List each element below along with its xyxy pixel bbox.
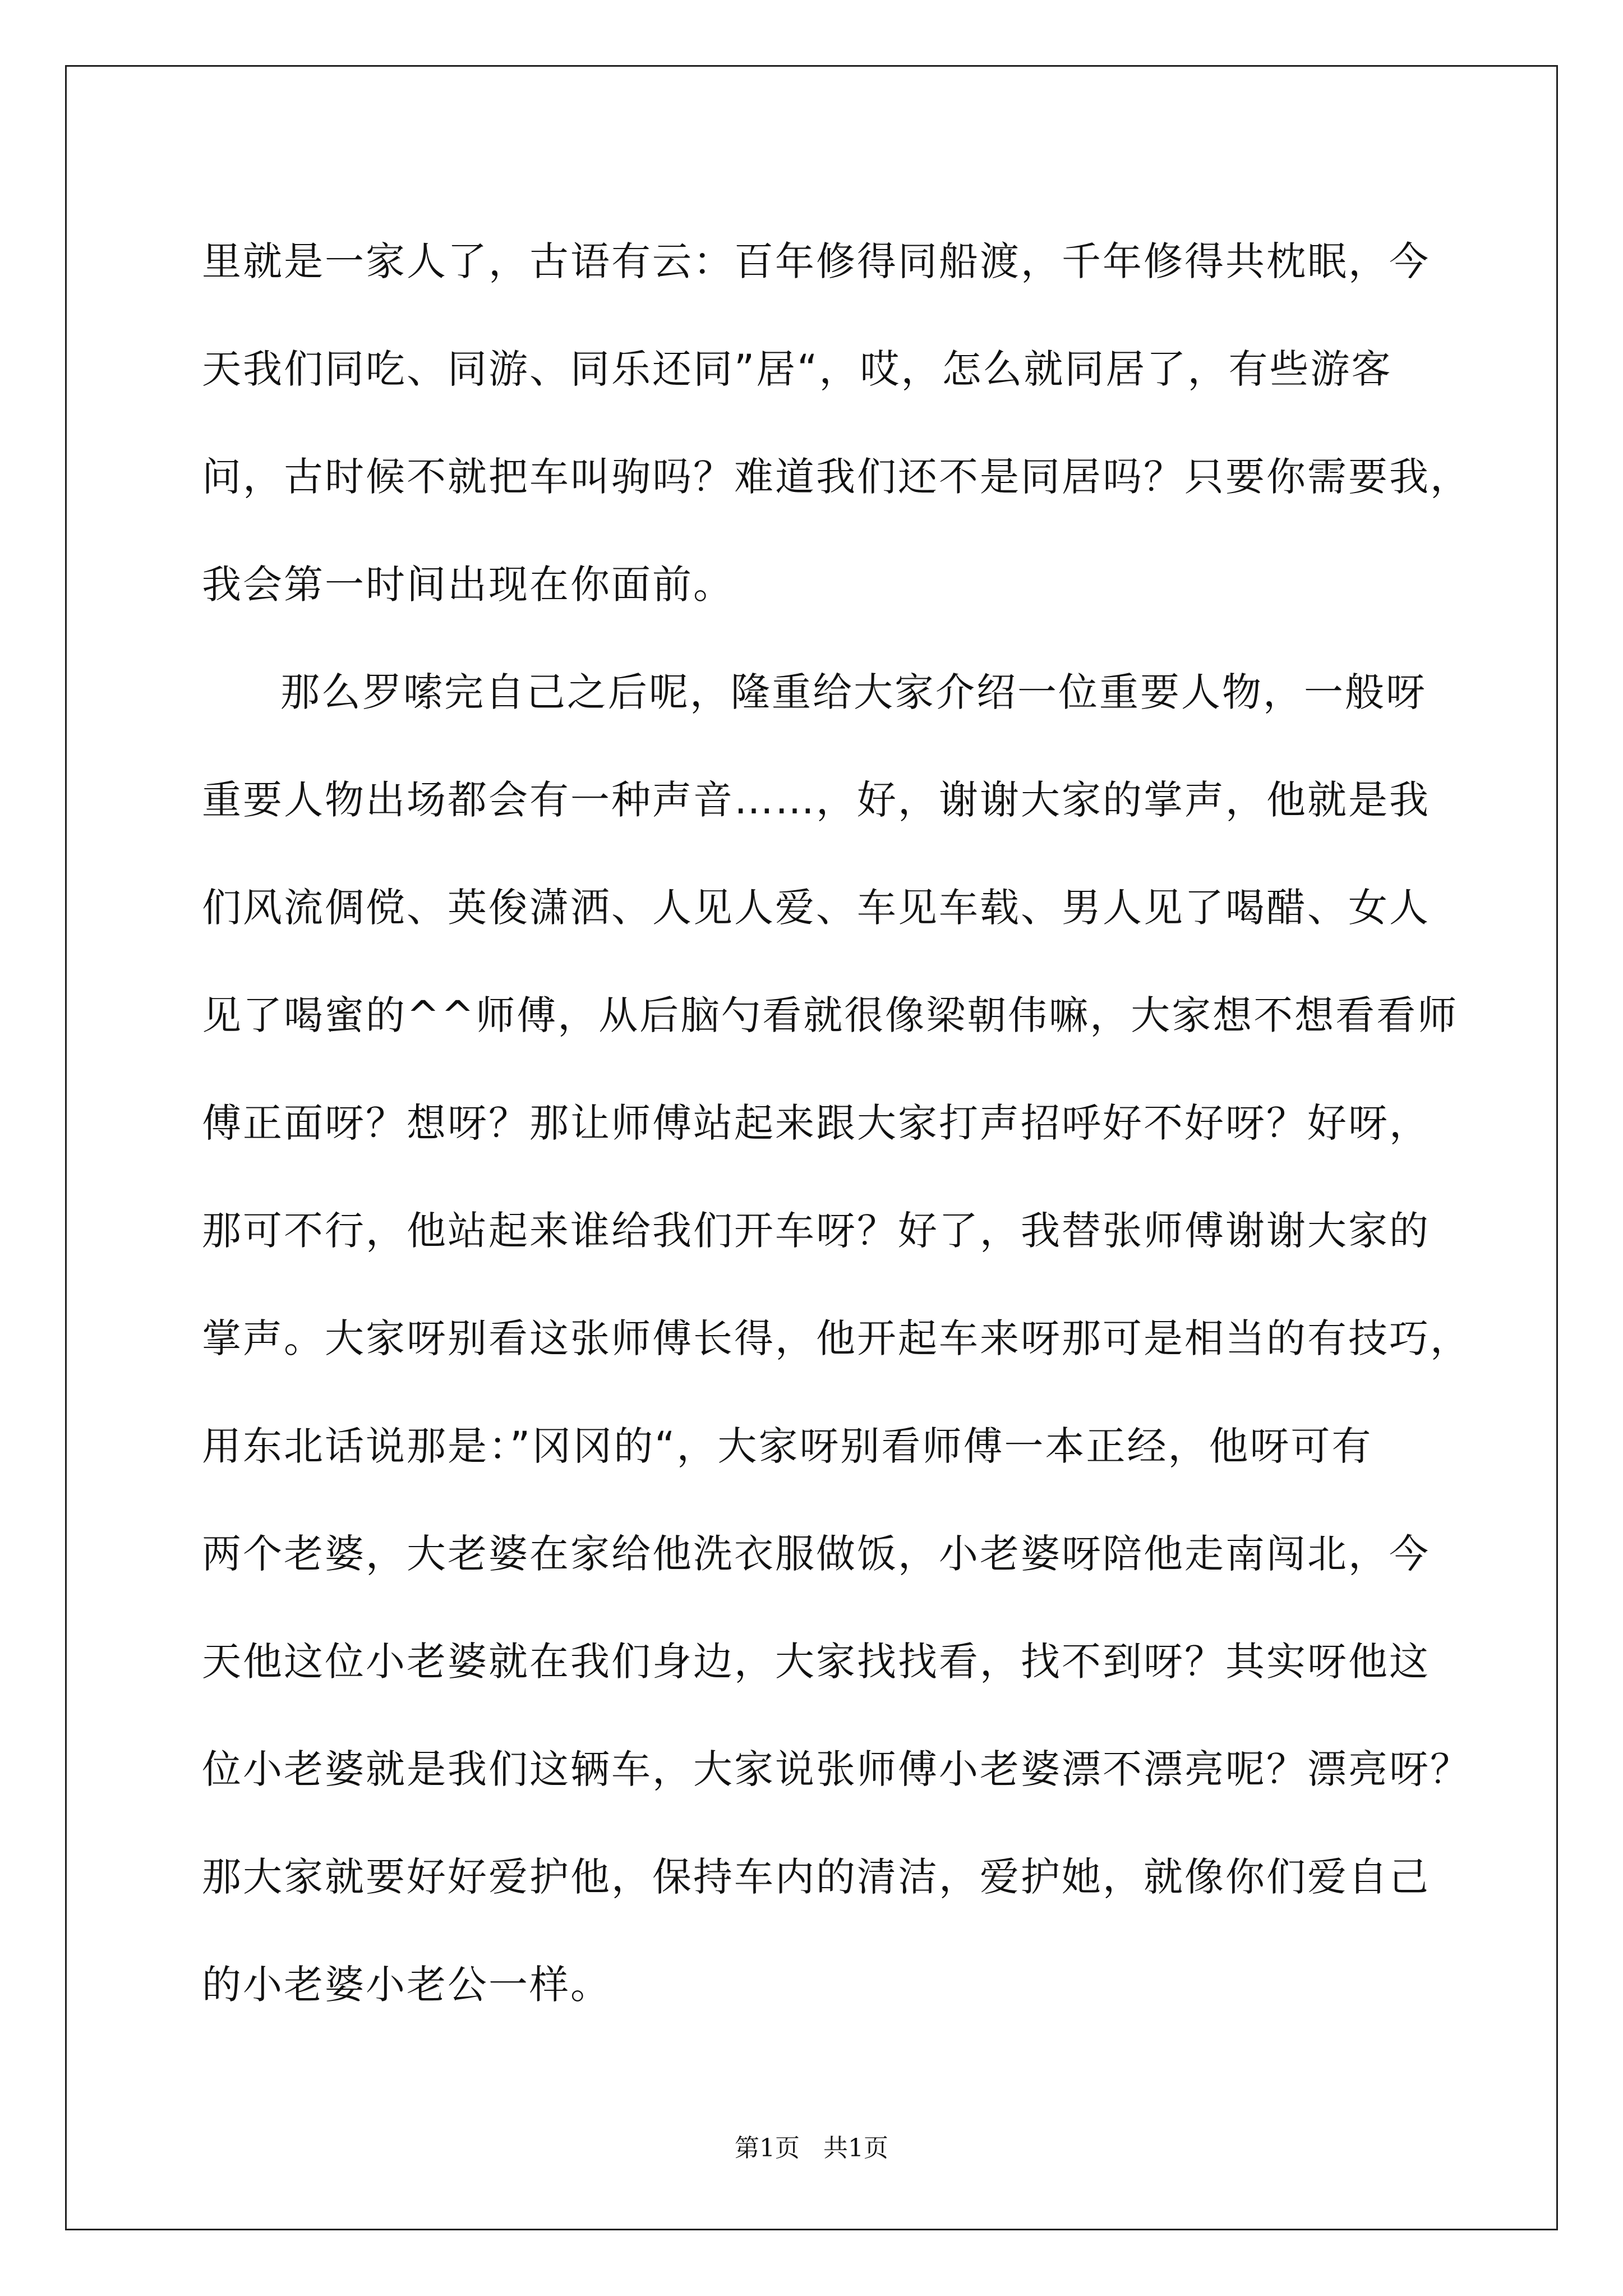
paragraph-start-line: 那么罗嗦完自己之后呢，隆重给大家介绍一位重要人物，一般呀 bbox=[280, 669, 1427, 715]
text-line: 位小老婆就是我们这辆车，大家说张师傅小老婆漂不漂亮呢？漂亮呀？ bbox=[202, 1746, 1471, 1792]
text-line: 们风流倜傥、英俊潇洒、人见人爱、车见车载、男人见了喝醋、女人 bbox=[202, 885, 1430, 931]
text-line: 两个老婆，大老婆在家给他洗衣服做饭，小老婆呀陪他走南闯北，今 bbox=[202, 1531, 1430, 1577]
text-line: 的小老婆小老公一样。 bbox=[202, 1962, 611, 2008]
text-line: 傅正面呀？想呀？那让师傅站起来跟大家打声招呼好不好呀？好呀， bbox=[202, 1100, 1430, 1146]
text-line: 见了喝蜜的^^师傅，从后脑勺看就很像梁朝伟嘛，大家想不想看看师 bbox=[202, 992, 1459, 1038]
text-line: 问，古时候不就把车叫驹吗？难道我们还不是同居吗？只要你需要我， bbox=[202, 454, 1471, 500]
text-line: 掌声。大家呀别看这张师傅长得，他开起车来呀那可是相当的有技巧， bbox=[202, 1315, 1471, 1361]
text-line: 天他这位小老婆就在我们身边，大家找找看，找不到呀？其实呀他这 bbox=[202, 1639, 1430, 1685]
text-line: 里就是一家人了，古语有云：百年修得同船渡，千年修得共枕眠，今 bbox=[202, 238, 1430, 284]
text-line: 重要人物出场都会有一种声音……，好，谢谢大家的掌声，他就是我 bbox=[202, 777, 1430, 823]
page-footer: 第1页 共1页 bbox=[735, 2134, 888, 2162]
text-line: 那可不行，他站起来谁给我们开车呀？好了，我替张师傅谢谢大家的 bbox=[202, 1208, 1430, 1254]
text-line: 我会第一时间出现在你面前。 bbox=[202, 562, 734, 608]
text-line: 用东北话说那是：”冈冈的“，大家呀别看师傅一本正经，他呀可有 bbox=[202, 1423, 1373, 1469]
text-line: 那大家就要好好爱护他，保持车内的清洁，爱护她，就像你们爱自己 bbox=[202, 1854, 1430, 1900]
document-body bbox=[202, 208, 1471, 2039]
text-line: 天我们同吃、同游、同乐还同”居“，哎，怎么就同居了，有些游客 bbox=[202, 346, 1393, 392]
